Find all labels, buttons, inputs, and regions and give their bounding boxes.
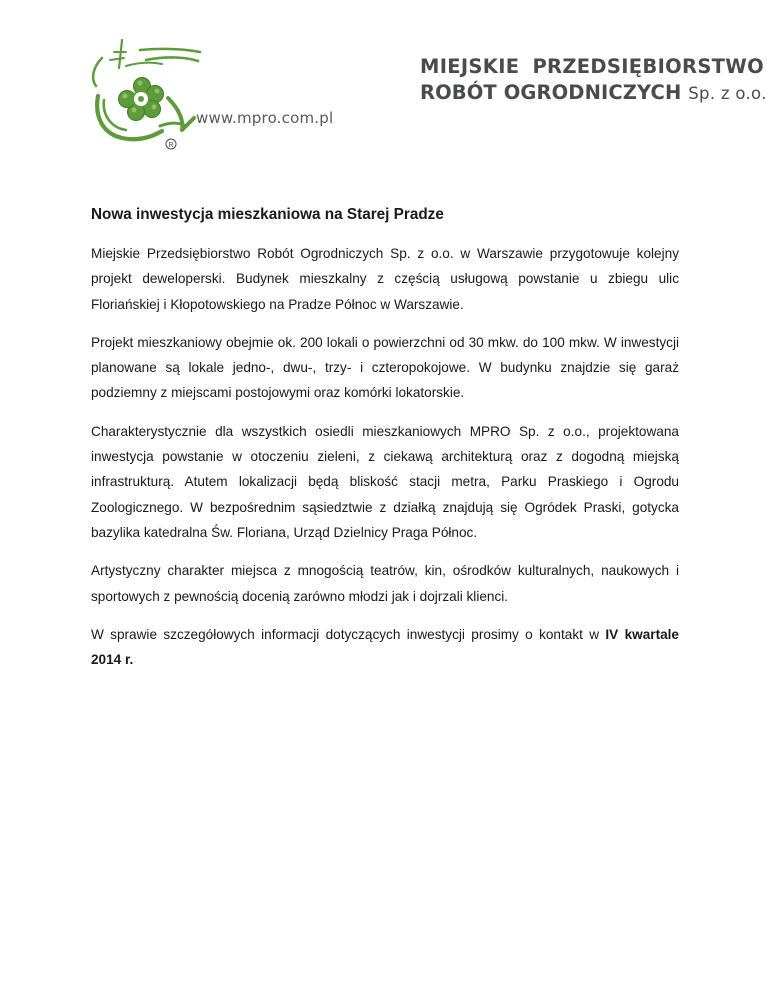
contact-date: IV kwartale 2014 r. <box>91 626 679 668</box>
website-url: www.mpro.com.pl <box>196 109 334 127</box>
company-name <box>420 54 767 107</box>
paragraph-1: Miejskie Przedsiębiorstwo Robót Ogrodniczych Sp. z o.o. w Warszawie przygotowuje kolejny projekt deweloperski. Budynek mieszkalny z częścią usługową powstanie u zbiegu ulic Floriańskiej i Kłopotowskiego na Pradze Północ w Warszawie. <box>91 246 679 312</box>
flower-emblem-logo <box>86 38 206 156</box>
contact-text: W sprawie szczegółowych informacji dotyczących inwestycji prosimy o kontakt w <box>91 626 606 642</box>
paragraph-3: Charakterystycznie dla wszystkich osiedli mieszkaniowych MPRO Sp. z o.o., projektowana inwestycja powstanie w otoczeniu zieleni, z ciekawą architekturą oraz z dogodną miejską infrastrukturą. Atutem lokalizacji będą bliskość stacji metra, Parku Praskiego i Ogrodu Zoologicznego. W bezpośrednim sąsiedztwie z działką znajdują się Ogródek Praski, gotycka bazylika katedralna Św. Floriana, Urząd Dzielnicy Praga Północ. <box>91 423 679 540</box>
paragraph-4: Artystyczny charakter miejsca z mnogością teatrów, kin, ośrodków kulturalnych, naukowych i sportowych z pewnością docenią zarówno młodzi jak i dojrzali klienci. <box>91 563 679 604</box>
document-body <box>91 205 679 685</box>
company-name-line1: MIEJSKIE PRZEDSIĘBIORSTWO <box>420 55 764 78</box>
document-title: Nowa inwestycja mieszkaniowa na Starej Pradze <box>91 206 444 223</box>
svg-text:R: R <box>168 142 174 149</box>
company-name-main: ROBÓT OGRODNICZYCH <box>420 81 682 104</box>
paragraph-2: Projekt mieszkaniowy obejmie ok. 200 lokali o powierzchni od 30 mkw. do 100 mkw. W inwestycji planowane są lokale jedno-, dwu-, trzy- i czteropokojowe. W budynku znajdzie się garaż podziemny z miejscami postojowymi oraz komórki lokatorskie. <box>91 334 679 401</box>
company-name-line2 <box>420 80 767 107</box>
company-suffix: Sp. z o.o. <box>688 84 767 103</box>
paragraph-contact <box>91 622 679 673</box>
